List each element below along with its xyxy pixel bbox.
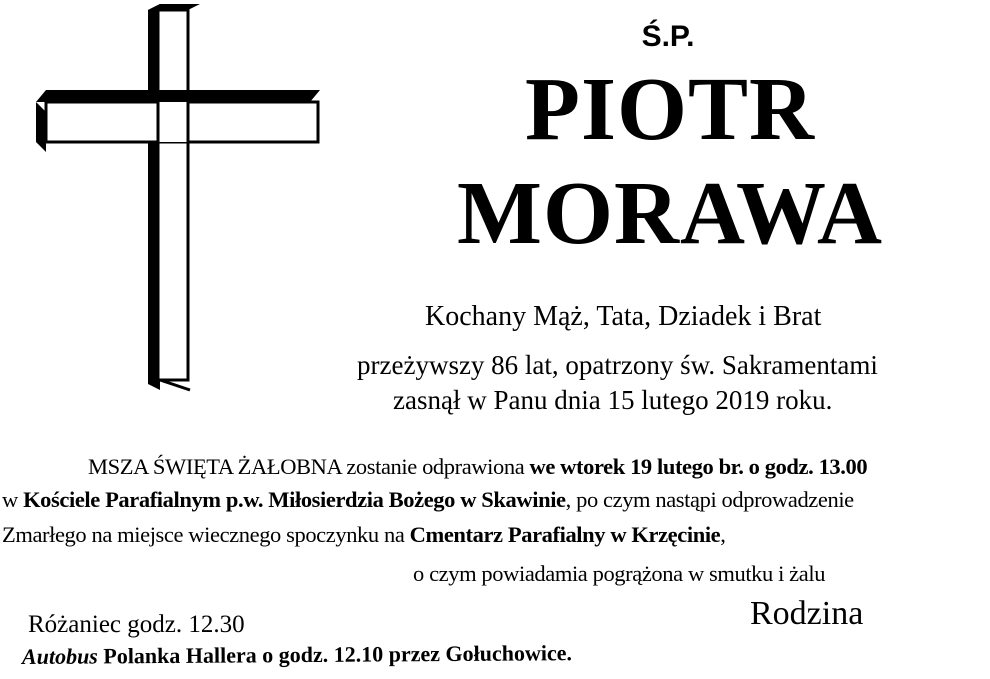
signature: Rodzina [750,595,864,632]
death-line: zasnął w Panu dnia 15 lutego 2019 roku. [393,385,833,415]
relation-line: Kochany Mąż, Tata, Dziadek i Brat [425,301,822,332]
first-name: PIOTR [524,60,816,159]
mass-line-2-prefix: w [2,487,24,512]
bus-details: Polanka Hallera o godz. 12.10 przez Gołuchowice. [97,640,573,669]
cemetery-name: Cmentarz Parafialny w Krzęcinie [409,522,721,547]
mass-line-1-text: MSZA ŚWIĘTA ŻAŁOBNA zostanie odprawiona [88,454,530,479]
bus-info [22,639,572,671]
prefix-label: Ś.P. [641,20,695,53]
last-name: MORAWA [457,164,883,263]
rosary-time: Różaniec godz. 12.30 [28,611,245,638]
mass-line-3 [2,521,726,549]
mass-line-3-prefix: Zmarłego na miejsce wiecznego spoczynku na [2,522,410,547]
mass-line-2 [2,486,854,514]
mourning-line: o czym powiadamia pogrążona w smutku i żalu [413,561,826,586]
mass-line-2-suffix: , po czym nastąpi odprowadzenie [565,487,854,512]
bus-label: Autobus [21,643,98,669]
church-name: Kościele Parafialnym p.w. Miłosierdzia Bożego w Skawinie [23,487,566,512]
mass-date-time: we wtorek 19 lutego br. o godz. 13.00 [529,454,868,479]
mass-line-3-suffix: , [720,522,726,547]
cross-icon [30,2,330,392]
mass-line-1 [88,453,867,481]
age-line: przeżywszy 86 lat, opatrzony św. Sakramentami [357,350,878,380]
